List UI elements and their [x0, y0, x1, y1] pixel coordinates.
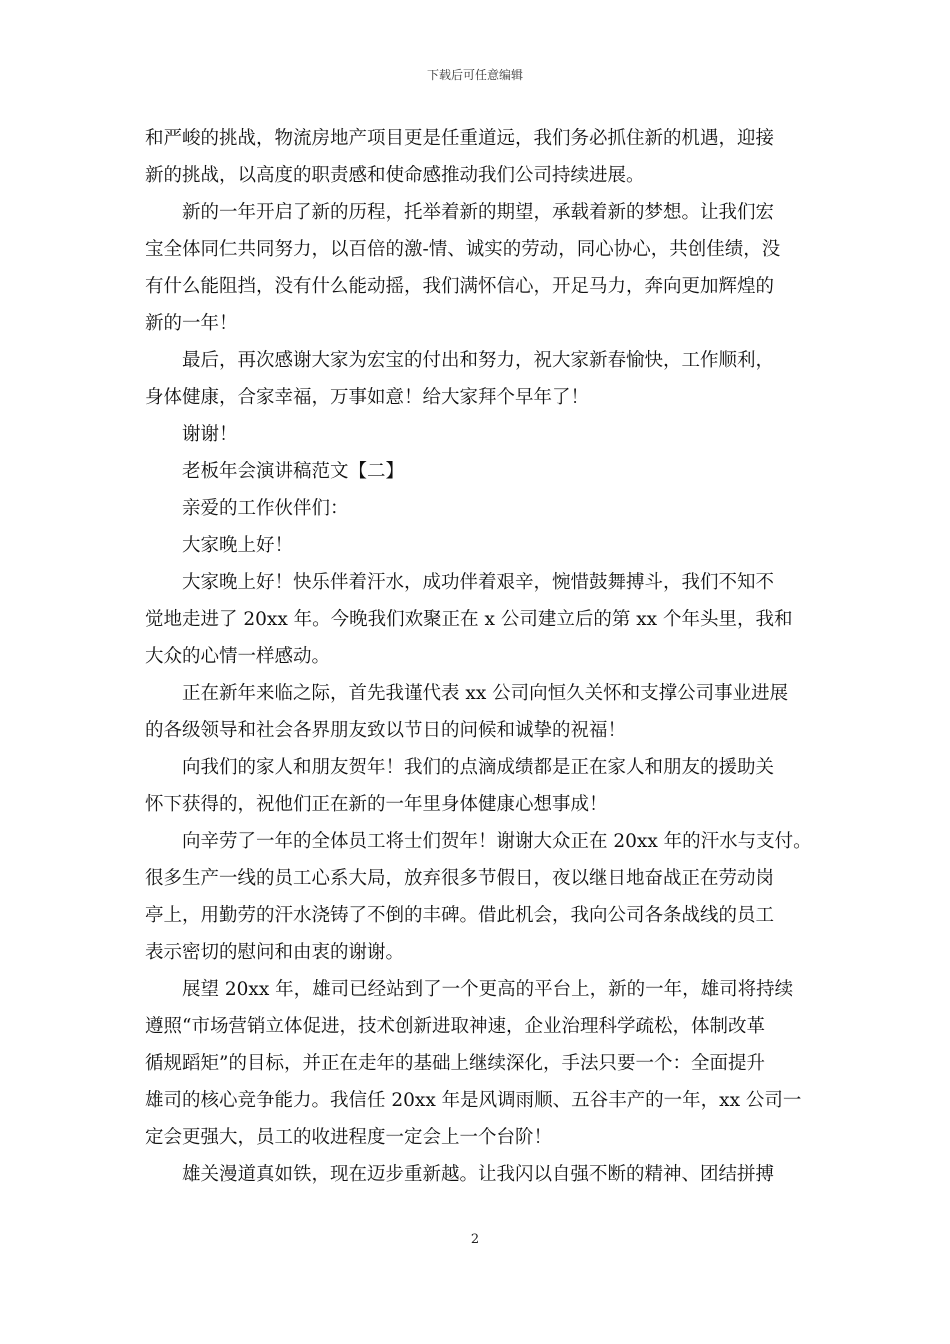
text-line: 最后，再次感谢大家为宏宝的付出和努力，祝大家新春愉快，工作顺利， — [182, 350, 775, 371]
text-line: 循规蹈矩”的目标，并正在走年的基础上继续深化，手法只要一个：全面提升 — [145, 1053, 765, 1074]
text-line: 怀下获得的，祝他们正在新的一年里身体健康心想事成！ — [145, 794, 608, 815]
text-line: 雄关漫道真如铁，现在迈步重新越。让我闪以自强不断的精神、团结拼搏 — [182, 1164, 775, 1185]
text-line: 遵照“市场营销立体促进，技术创新进取神速，企业治理科学疏松，体制改革 — [145, 1016, 765, 1037]
text-line: 向我们的家人和朋友贺年！我们的点滴成绩都是正在家人和朋友的援助关 — [182, 757, 775, 778]
text-line: 展望 20xx 年，雄司已经站到了一个更高的平台上，新的一年，雄司将持续 — [182, 979, 794, 1000]
text-line: 大家晚上好！快乐伴着汗水，成功伴着艰辛，惋惜鼓舞搏斗，我们不知不 — [182, 572, 775, 593]
text-line: 定会更强大，员工的收进程度一定会上一个台阶！ — [145, 1127, 553, 1148]
text-line: 新的一年！ — [145, 313, 238, 334]
text-line: 宝全体同仁共同努力，以百倍的激-情、诚实的劳动，同心协心，共创佳绩，没 — [145, 239, 781, 260]
page-header: 下载后可任意编辑 — [426, 68, 523, 82]
page-number: 2 — [470, 1232, 480, 1247]
document-body — [145, 120, 820, 1193]
text-line: 亲爱的工作伙伴们： — [182, 498, 349, 519]
text-line: 觉地走进了 20xx 年。今晚我们欢聚正在 x 公司建立后的第 xx 个年头里，我和 — [145, 609, 793, 630]
text-line: 很多生产一线的员工心系大局，放弃很多节假日，夜以继日地奋战正在劳动岗 — [145, 868, 775, 889]
text-line: 雄司的核心竞争能力。我信任 20xx 年是风调雨顺、五谷丰产的一年，xx 公司一 — [145, 1090, 802, 1111]
text-line: 正在新年来临之际，首先我谨代表 xx 公司向恒久关怀和支撑公司事业进展 — [182, 683, 789, 704]
text-line: 表示密切的慰问和由衷的谢谢。 — [145, 942, 405, 963]
text-line: 大家晚上好！ — [182, 535, 294, 556]
text-line: 有什么能阻挡，没有什么能动摇，我们满怀信心，开足马力，奔向更加辉煌的 — [145, 276, 775, 297]
text-line: 新的一年开启了新的历程，托举着新的期望，承载着新的梦想。让我们宏 — [182, 202, 775, 223]
text-line: 向辛劳了一年的全体员工将士们贺年！谢谢大众正在 20xx 年的汗水与支付。 — [182, 831, 812, 852]
text-line: 老板年会演讲稿范文【二】 — [182, 461, 405, 482]
text-line: 谢谢！ — [182, 424, 238, 445]
text-line: 身体健康，合家幸福，万事如意！给大家拜个早年了！ — [145, 387, 590, 408]
text-line: 的各级领导和社会各界朋友致以节日的问候和诚挚的祝福！ — [145, 720, 627, 741]
text-line: 新的挑战，以高度的职责感和使命感推动我们公司持续进展。 — [145, 165, 645, 186]
text-line: 和严峻的挑战，物流房地产项目更是任重道远，我们务必抓住新的机遇，迎接 — [145, 128, 775, 149]
text-line: 亭上，用勤劳的汗水浇铸了不倒的丰碑。借此机会，我向公司各条战线的员工 — [145, 905, 775, 926]
text-line: 大众的心情一样感动。 — [145, 646, 331, 667]
